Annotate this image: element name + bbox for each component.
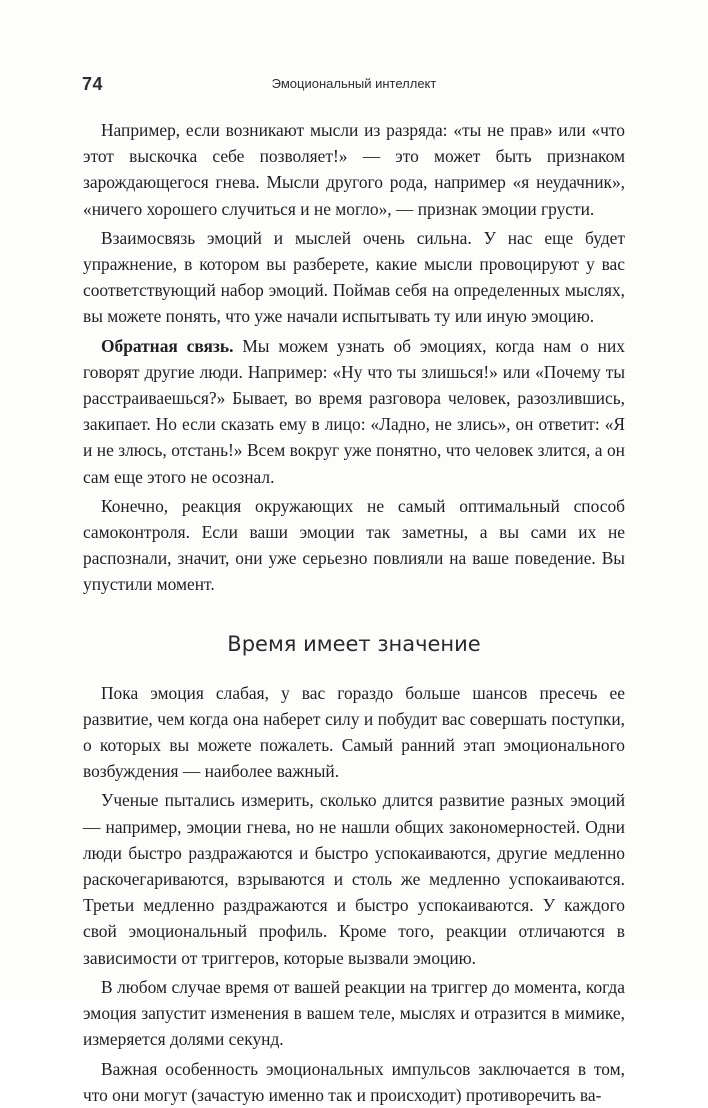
paragraph (83, 225, 625, 330)
paragraph (83, 333, 625, 490)
paragraph-text: Ученые пытались измерить, сколько длится развитие разных эмоций — например, эмоции гнева, но не нашли общих закономерностей. Одни люди быстро раздражаются и быстро успокаиваются, другие медленно раскочегариваются, взрываются и столь же медленно успокаиваются. Третьи медленно раздражаются и быстро успокаиваются. У каждого свой эмоциональный профиль. Кроме того, реакции отличаются в зависимости от триггеров, которые вызвали эмоцию. (83, 790, 625, 968)
paragraph (83, 680, 625, 785)
section-heading: Время имеет значение (227, 631, 481, 656)
paragraph-text: Например, если возникают мысли из разряда: «ты не прав» или «что этот выскочка себе позволяет!» — это может быть признаком зарождающегося гнева. Мысли другого рода, например «я неудачник», «ничего хорошего случиться и не могло», — признак эмоции грусти. (83, 120, 625, 219)
paragraph-text: В любом случае время от вашей реакции на триггер до момента, когда эмоция запустит изменения в вашем теле, мыслях и отразится в мимике, измеряется долями секунд. (83, 976, 625, 1050)
page-body (83, 117, 625, 1108)
paragraph (83, 787, 625, 970)
paragraph-text: Пока эмоция слабая, у вас гораздо больше шансов пресечь ее развитие, чем когда она наберет силу и побудит вас совершать поступки, о которых вы можете пожалеть. Самый ранний этап эмоционального возбуждения — наиболее важный. (83, 682, 625, 782)
paragraph (83, 117, 625, 222)
paragraph (83, 493, 625, 598)
paragraph-lead-in: Обратная связь. (101, 335, 234, 356)
paragraph-text: Мы можем узнать об эмоциях, когда нам о них говорят другие люди. Например: «Ну что ты злишься!» или «Почему ты расстраиваешься?» Бывает, во время разговора человек, разозлившись, закипает. Но если сказать ему в лицо: «Ладно, не злись», он ответит: «Я и не злюсь, отстань!» Всем вокруг уже понятно, что человек злится, а он сам еще этого не осознал. (83, 335, 625, 487)
paragraph-text: Важная особенность эмоциональных импульсов заключается в том, что они могут (зачастую именно так и происходит) противоречить ва- (83, 1058, 625, 1105)
running-head-title: Эмоциональный интеллект (271, 76, 437, 91)
paragraph (83, 974, 625, 1053)
paragraph-text: Взаимосвязь эмоций и мыслей очень сильна. У нас еще будет упражнение, в котором вы разберете, какие мысли провоцируют у вас соответствующий набор эмоций. Поймав себя на определенных мыслях, вы можете понять, что уже начали испытывать ту или иную эмоцию. (83, 227, 625, 327)
paragraph (83, 1056, 625, 1108)
paragraph-text: Конечно, реакция окружающих не самый оптимальный способ самоконтроля. Если ваши эмоции так заметны, а вы сами их не распознали, значит, они уже серьезно повлияли на ваше поведение. Вы упустили момент. (83, 495, 625, 595)
page-number: 74 (82, 74, 104, 94)
